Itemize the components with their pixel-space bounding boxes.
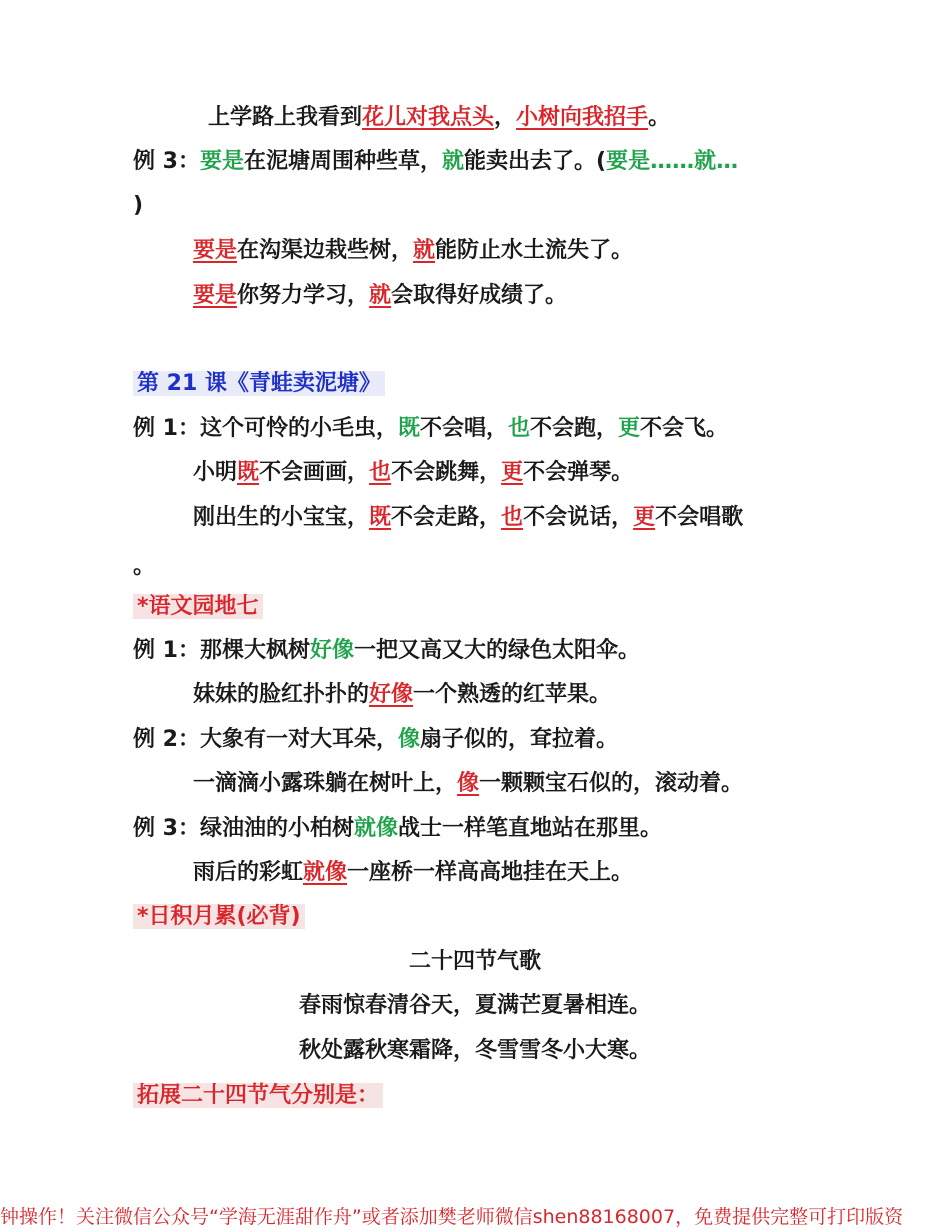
footer-watermark-text: 钟操作！关注微信公众号“学海无涯甜作舟”或者添加樊老师微信shen88168007，免费提供完整可打印版资 bbox=[0, 1206, 904, 1228]
lesson21-example-baby: 刚出生的小宝宝，既不会走路，也不会说话，更不会唱歌 bbox=[193, 505, 744, 530]
example-line-ditch: 要是在沟渠边栽些树，就能防止水土流失了。 bbox=[193, 238, 634, 263]
example-line-flowers: 上学路上我看到花儿对我点头，小树向我招手。 bbox=[208, 105, 671, 130]
garden-7-heading: *语文园地七 bbox=[133, 592, 263, 622]
poem-line-1: 春雨惊春清谷天，夏满芒夏暑相连。 bbox=[298, 993, 651, 1018]
closing-paren: ) bbox=[133, 193, 144, 218]
extend-heading: 拓展二十四节气分别是： bbox=[133, 1081, 383, 1111]
garden-example-rainbow: 雨后的彩虹就像一座桥一样高高地挂在天上。 bbox=[193, 860, 634, 885]
lesson21-example-xiaoming: 小明既不会画画，也不会跳舞，更不会弹琴。 bbox=[193, 460, 634, 485]
garden-example-2: 例 2：大象有一对大耳朵，像扇子似的，耷拉着。 bbox=[133, 727, 618, 752]
lesson-21-heading: 第 21 课《青蛙卖泥塘》 bbox=[133, 369, 385, 399]
garden-example-sister: 妹妹的脸红扑扑的好像一个熟透的红苹果。 bbox=[193, 682, 612, 707]
example-line-study: 要是你努力学习，就会取得好成绩了。 bbox=[193, 283, 568, 308]
lesson21-example-1: 例 1：这个可怜的小毛虫，既不会唱，也不会跑，更不会飞。 bbox=[133, 416, 729, 441]
poem-title: 二十四节气歌 bbox=[408, 949, 541, 974]
trailing-period: 。 bbox=[133, 554, 156, 579]
daily-accumulation-heading: *日积月累(必背) bbox=[133, 902, 305, 932]
garden-example-dew: 一滴滴小露珠躺在树叶上，像一颗颗宝石似的，滚动着。 bbox=[193, 771, 744, 796]
garden-example-3: 例 3：绿油油的小柏树就像战士一样笔直地站在那里。 bbox=[133, 816, 662, 841]
garden-example-1: 例 1：那棵大枫树好像一把又高又大的绿色太阳伞。 bbox=[133, 638, 640, 663]
poem-line-2: 秋处露秋寒霜降，冬雪雪冬小大寒。 bbox=[298, 1038, 651, 1063]
example-3-yaoshi: 例 3：要是在泥塘周围种些草，就能卖出去了。(要是……就… bbox=[133, 149, 739, 174]
